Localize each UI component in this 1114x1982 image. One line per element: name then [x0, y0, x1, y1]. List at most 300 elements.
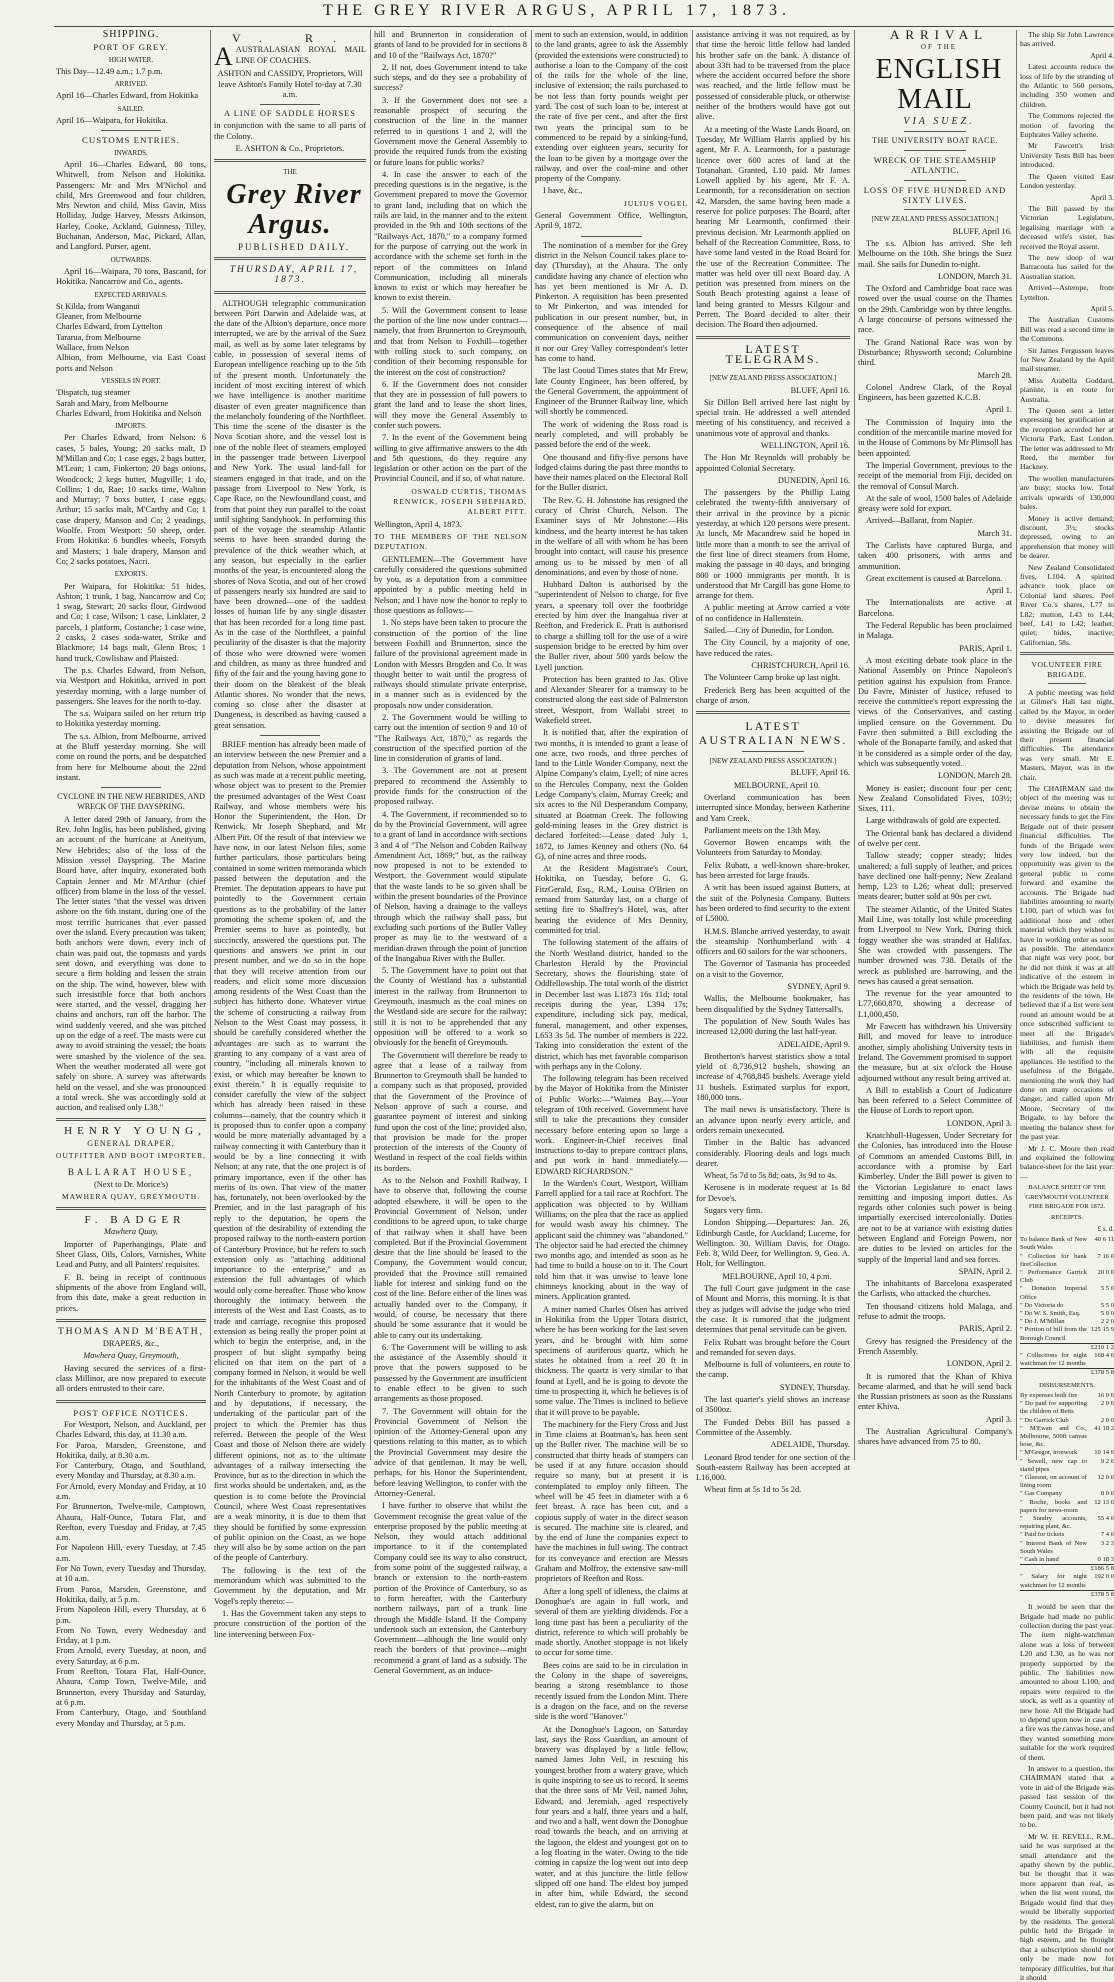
table-cell-amount: 12 13 0 [1094, 1498, 1114, 1506]
divider [1048, 683, 1086, 684]
table-row [1020, 1540, 1114, 1556]
para: Parliament meets on the 13th May. [704, 825, 821, 835]
para: The last Cooud Times states that Mr Frew, late County Engineer, has been offered, by the General Government, the appointment of Engineer of the Brunner Railway line, which will shortly be commenced. [535, 366, 688, 417]
table-cell-item: " Paid for tickets [1020, 1531, 1065, 1539]
para: Grevy has resigned the Presidency of the French Assembly. [858, 1336, 1012, 1356]
para: The City Council, by a majority of one, have reduced the rates. [696, 638, 850, 658]
paper-nameplate: Grey River Argus. [226, 178, 362, 240]
para: I have further to observe that whilst the Government recognise the great value of the enterprise proposed by the public meeting at Nelson, they would attach additional importance to it if the contemplated Company could see its way to also construct, from some point of the suggested railway, a branch or extension to the north-eastern portion of the Province of Canterbury, so as to form hereafter, with the Canterbury northern railways, part of a trunk line through the Middle Island. If the Company undertook such an extension, the Canterbury Government—although the line would only reach the borders of that province—might recommend a grant of land as a subsidy. The General Government, as an induce- [374, 1501, 527, 1676]
high-water-heading: HIGH WATER. [108, 55, 154, 64]
published-daily: PUBLISHED DAILY. [238, 241, 350, 252]
table-cell-item: " Salary for night watchman for 12 months [1020, 1573, 1087, 1589]
column-divider [1016, 30, 1017, 1460]
para: Arrived—Asterope, from Lyttelton. [1020, 283, 1114, 302]
para: 2. The Government would be willing to carry out the intention of section 9 and 10 of "The Railways Act, 1870," as regards the construction of the specified portion of the line in consideration of grants of land. [374, 713, 527, 764]
para: Hubbard Dalton is authorised by the "superintendent of Nelson to charge, for five years, a speenary toll over the footbridge erected by him over the Inangahua river at Reefton, and Frederick E. Pratt is authorised to charge a shilling toll for the use of a wire suspension bridge to be erected by him over the Buller river, about 500 yards below the Lyell junction. [535, 580, 688, 672]
table-cell-item: " Cash in hand [1020, 1556, 1059, 1564]
para: Great excitement is caused at Barcelona. [866, 573, 1003, 583]
para: Sugars very firm. [704, 1205, 763, 1215]
table-row [1020, 1352, 1114, 1369]
para: Latest accounts reduce the loss of life by the stranding of the Atlantic to 560 persons, including 350 women and children. [1020, 62, 1114, 109]
table-row [1020, 1253, 1114, 1269]
badger-ad-text: Importer of Paperhangings, Plate and Sheet Glass, Oils, Colors, Varnishes, White Lead and Putty, and all Painters' requisites. [56, 1239, 206, 1270]
column-3 [374, 30, 527, 1676]
para: The machinery for the Fiery Cross and Just in Time claims at Boatman's, has been sent up the Buller river. The machine will be so constructed that thirty heads of stampers can be used if at any future occasion should require so many, but at present it is contemplated to employ only fifteen. The wheel will be 45 feet in diameter with a 6 feet breast. A race has been cut, and a copious supply of water in the direct season is secured. The machine site is cleared, and by the end of June the companies expect to have the machines in full swing. The contract for its conveyance and erection are Messrs Graham and Molfroy, the extensive saw-mill proprietors of Reefton and Ross. [535, 1419, 688, 1584]
disbursements-table [1020, 1392, 1114, 1599]
table-cell-amount: 16 0 0 [1097, 1392, 1114, 1400]
para: Sailed.—City of Dunedin, for London. [704, 626, 835, 636]
para: Knatchbull-Hugessen, Under Secretary for the Colonies, has introduced into the House of Commons an amended Customs Bill, in accordance with a promise by Earl Kimberley. Under the Bill power is given to the Victorian Legislature to enact laws remitting and imposing import duties. As regards other colonies such power is being impartially exercised intercolonially. Duties are not to be at variance with existing duties between England and Foreign Powers, nor are duties to be levied on articles for the supply of the Imperial land and sea forces. [858, 1131, 1012, 1264]
dateline: March 31. [977, 528, 1012, 538]
divider [56, 1400, 206, 1403]
issue-date: THURSDAY, APRIL 17, 1873. [229, 264, 359, 286]
table-row [1020, 1515, 1114, 1531]
table-cell-item: " Do J. M'Millan [1020, 1318, 1065, 1326]
table-cell-amount: 168 4 0 [1094, 1352, 1114, 1359]
receipts-total: £210 1 2 [1087, 1343, 1114, 1352]
table-row [1020, 1326, 1114, 1343]
dateline: April 3. [985, 1414, 1012, 1424]
vr-mark: V. R. [231, 31, 357, 45]
table-row [1020, 1400, 1114, 1416]
table-row [1020, 1531, 1114, 1539]
para: The passengers by the Phillip Laing celebrated the twenty-fifth anniversary of their arrival in the province by a picnic yesterday, at which 120 persons were present. At lunch, Mr Macandrew said he hoped in little more than a month to see the arrival of the first line of direct steamers from Home, making the passage in 40 days, and bringing 800 or 1000 immigrants per month. It is understood that Mr Cargill has gone Home to arrange for them. [696, 488, 850, 601]
table-row [1020, 1392, 1114, 1400]
arrival-heading: ARRIVAL [889, 27, 989, 42]
para: Felix Rubatt was brought before the Court and remanded for seven days. [696, 1337, 850, 1357]
para: The steamer Atlantic, of the United States Mail Line, was totally lost while proceeding from Liverpool to New York. During thick foggy weather she was stranded at Halifax. She was crowded with passengers. The number drowned was 738. Details of the wreck as published are harrowing, and the news has caused a great sensation. [858, 904, 1012, 986]
grand-total-row [1020, 1369, 1114, 1378]
para: 2. If not, does Government intend to take such steps, and do they see a probability of success? [374, 62, 527, 93]
reply-heading: TO THE MEMBERS OF THE NELSON DEPUTATION. [374, 531, 527, 552]
para: The revenue for the year amounted to L77,660,870, showing a decrease of L1,000,450. [858, 989, 1012, 1019]
divider [214, 291, 366, 294]
para: assistance arriving it was not required, as by that time the heroic little fellow had landed his brother safe on the bank. A distance of about 33ft had to be traversed from the place where the accident occurred before the shore was reached, and the little fellow must be possessed of considerable pluck, or otherwise neither of the brothers would have got out alive. [696, 30, 850, 122]
para: The Volunteer Camp broke up last night. [704, 673, 841, 683]
table-row [1020, 1474, 1114, 1490]
receipts-table [1020, 1236, 1114, 1377]
receipts-heading: RECEIPTS. [1050, 1214, 1084, 1222]
imports-heading: IMPORTS. [115, 422, 147, 431]
para: 1. No steps have been taken to procure the construction of the portion of the line between Foxhill and Brunnerton, since the failure of the provisional agreement made in London with Messrs Brogden and Co. It was thought better to wait until the progress of railways should stimulate private enterprise, in a manner such as is evidenced by the proposals now under consideration. [374, 618, 527, 710]
dateline: DUNEDIN, April 16. [777, 475, 850, 485]
table-cell-amount: 5 5 0 [1100, 1285, 1114, 1293]
post-office-heading: POST OFFICE NOTICES. [73, 1407, 189, 1418]
disbursements-body [1020, 1392, 1114, 1565]
para: The ship Sir John Lawrence has arrived. [1020, 30, 1114, 49]
para: It would be seen that the Brigade had made no public collection during the past year. The item night-watchman alone was a loss of between L20 and L30, as he was not properly supported by the public. The liabilities now amounted to about L100, and repairs were required to the stock, as well as a quantity of new hose. All the Brigade had to depend upon now in case of a fire was the canvas hose, and they wanted something more suitable for the work required of them. [1020, 1602, 1114, 1762]
divider [904, 180, 966, 181]
press-assoc: [NEW ZEALAND PRESS ASSOCIATION.] [871, 215, 999, 224]
table-cell-amount: 12 0 0 [1097, 1474, 1114, 1482]
column-divider [531, 30, 532, 1460]
column-2 [214, 30, 366, 1639]
divider [904, 131, 966, 132]
vogel-signature: JULIUS VOGEL [623, 198, 688, 208]
para: The new sloop of war Barracouta has sailed for the Australian station. [1020, 252, 1114, 281]
thomas-ad-sub2: Mawhera Quay, Greymouth, [83, 1351, 179, 1361]
para: Leonard Brod tender for one section of the South-eastern Railway has been accepted at L16,000. [696, 1452, 850, 1483]
table-cell-item: " Collections for night watchman for 12 months [1020, 1352, 1087, 1368]
in-port-heading: VESSELS IN PORT. [101, 376, 161, 385]
table-cell-item: To balance Bank of New South Wales [1020, 1236, 1087, 1252]
divider [260, 104, 321, 105]
mawhera-quay: MAWHERA QUAY, GREYMOUTH. [62, 1191, 200, 1201]
divider [101, 787, 161, 788]
divider [904, 150, 966, 151]
table-cell-amount: 20 0 0 [1097, 1268, 1114, 1276]
disb-total: £186 5 8 [1087, 1565, 1114, 1574]
table-cell-amount: 2 0 0 [1100, 1400, 1114, 1408]
para: Arrived—Ballarat, from Napier. [866, 516, 974, 526]
para: A public meeting was held at Gilmer's Hall last night, called by the Mayor, in order to devise measures for assisting the Brigade out of their present financial difficulties. The attendance was very small. Mr E. Masters, Mayor, was in the chair. [1020, 688, 1114, 782]
para: The inhabitants of Barcelona exasperated the Carlists, who attacked the churches. [858, 1279, 1012, 1299]
dateline: SPAIN, April 2. [958, 1266, 1012, 1276]
dateline: April 3. [1090, 192, 1114, 202]
table-cell-item: " Performance Garrick Club [1020, 1268, 1087, 1285]
para: At the Resident Magistrate's Court, Hokitika, on Tuesday, before G. G. FitzGerald, Esq., R.M., Louisa O'Brien on remand from Saturday last, on a charge of setting fire to Shaffrey's Hotel, was, after hearing the evidence of Mrs Dennity, committed for trial. [535, 864, 688, 935]
exports-text: Per Waipara, for Hokitika: 51 hides, Ashton; 1 trunk, 1 bag, Nancarrow and Co; 1 swag, Stewart; 20 sacks flour, Girdwood and Co; 1 case, Wilson; 1 case, Linklater, 2 parcels, 1 platform, Costanche; 1 case wine, 2 casks, 2 cases soda-water, Strike and Blackmore; 14 bags malt, Glenn Bros; 1 hand truck, Cowlishaw and Plaisted. [56, 581, 206, 663]
table-cell-item: " Gas Company [1020, 1490, 1062, 1498]
dateline: ADELAIDE, Thursday. [770, 1440, 850, 1450]
masthead-date: APRIL 17, 1873. [606, 2, 792, 19]
para: A Bill to establish a Court of Judicature has been referred to a Select Committee of the House of Lords to report upon. [858, 1085, 1012, 1116]
para: The population of New South Wales has increased 12,000 during the last half-year. [696, 1016, 850, 1037]
table-cell-amount: 2 2 0 [1100, 1318, 1114, 1326]
table-row [1020, 1269, 1114, 1285]
waipara-note: The s.s. Waipara sailed on her return trip to Hokitika yesterday morning. [56, 709, 206, 729]
albion-note: The s.s. Albion, from Melbourne, arrived at the Bluff yesterday morning. She will come on round the ports, and be despatched from here for Melbourne about the 22nd instant. [56, 731, 206, 782]
thomas-ad-text: Having secured the services of a first-class Millinor, are now prepared to execute all orders entrusted to their care. [56, 1363, 206, 1394]
divider [260, 735, 321, 736]
badger-ad-sub: Mawhera Quay, [104, 1227, 158, 1237]
outwards-text: April 16—Waipara, 70 tons, Bascand, for Hokitika. Nancarrow and Co., agents. [56, 266, 206, 287]
column-divider [370, 30, 371, 1460]
table-cell-item: " Interest Bank of New South Wales [1020, 1539, 1087, 1555]
table-cell-item: " Donation Imperial Office [1020, 1285, 1087, 1301]
para: Overland communication has been interrupted since Monday, between Katherine and Yam Creek. [696, 793, 850, 823]
post-office-text: For Westport, Nelson, and Auckland, per Charles Edward, this day, at 11.30 a.m. For Paroa, Marsden, Greenstone, and Hokitika, daily, at 8.30 a.m. For Canterbury, Otago, and Southland, every Monday and Thursday, at 8.30 a.m. For Arnold, every Monday and Friday, at 10 a.m. For Brunnerton, Twelve-mile, Camptown, Ahaura, Half-Ounce, Totara Flat, and Reefton, every Tuesday and Friday, at 7.45 a.m. For Napoleon Hill, every Tuesday, at 7.45 a.m. For No Town, every Tuesday and Thursday, at 10 a.m. From Paroa, Marsden, Greenstone, and Hokitika, daily, at 5 p.m. From Napoleon Hill, every Thursday, at 6 p.m. From No Town, every Wednesday and Friday, at 1 p.m. From Arnold, every Tuesday, at noon, and every Saturday, at 6 p.m. From Reefton, Totara Flat, Half-Ounce, Ahaura, Camp Town, Twelve-Mile, and Brunnerton, every Thursday and Saturday, at 6 p.m. From Canterbury, Otago, and Southland every Monday and Thursday, at 5 p.m. [56, 1419, 206, 1728]
press-assoc: [NEW ZEALAND PRESS ASSOCIATION.] [709, 757, 837, 766]
para: A miner named Charles Olsen has arrived in Hokitika from the Upper Totara district, where he has been working for the last seven years, and he brought with him some specimens of auriferous quartz, which he states he obtained from a reef 20 ft in thickness. The quartz is very similar to that found at Lyell, and he is going to devote the time to prospecting it, which he believes is of some value. The Times is inclined to believe that it will prove to be payable. [535, 1304, 688, 1417]
table-cell-item: By expenses both fire [1020, 1392, 1078, 1400]
dateline: SYDNEY, Thursday. [779, 1382, 850, 1392]
para: The mail news is unsatisfactory. There is an advance upon nearly every article, and orders remain unexecuted. [696, 1105, 850, 1135]
table-cell-item: " M'Ewan and Co., Melbourne, 500ft canvas hose, &c. [1020, 1424, 1087, 1449]
para: Colonel Andrew Clark, of the Royal Engineers, has been gazetted K.C.B. [858, 382, 1012, 403]
dateline: LONDON, April 2. [946, 1359, 1012, 1369]
table-row [1020, 1556, 1114, 1565]
saddle-text: in conjunction with the same to all parts of the Colony. [214, 121, 366, 141]
table-row [1020, 1318, 1114, 1326]
table-row [1020, 1573, 1114, 1590]
para: Bees coins are said to be in circulation in the Colony in the shape of sovereigns, bearing a strong resemblance to those recently issued from the London Mint. There is a dragon on the face, and on the reverse side is the word "Hanover." [535, 1660, 688, 1722]
table-row [1020, 1499, 1114, 1515]
disb-grand-row [1020, 1590, 1114, 1599]
sailed-text: April 16—Waipara, for Hokitika. [56, 116, 168, 126]
divider [56, 1118, 206, 1121]
para: The Internationalists are active at Barcelona. [858, 598, 1012, 618]
leader-para-4: 1. Has the Government taken any steps to procure construction of the portion of the line intervening between Fox- [214, 1608, 366, 1639]
divider [904, 209, 966, 210]
para: The Governor of Tasmania has proceeded on a visit to the Governor. [696, 959, 850, 979]
para: H.M.S. Blanche arrived yesterday, to await the steamship Northumberland with 4 officers and 60 sailors for the war schooners. [696, 926, 850, 957]
para: The Bill passed by the Victorian Legislature, legalising marriage with a deceased wife's sister, has received the Royal assent. [1020, 203, 1114, 251]
fire-brigade-heading: VOLUNTEER FIRE BRIGADE. [1031, 660, 1103, 679]
para: It is notified that, after the expiration of two months, it is intended to grant a lease of one acre, two roods, and three perches of land to the Little Wonder Company, next the Alpine Company's claim, Lyell; of nine acres to the Hercules Company, next the Golden Ledge Company's claim, Murray Creek; and six acres to the Nil Desperandum Company, situated at Boatman Creek. The following gold-mining leases in the Grey district is declared forfeited:—Lease dated July 1, 1872, to James Kenney and others (No. 64 G), of nine acres and three roods. [535, 728, 688, 861]
table-cell-amount: 40 6 11 [1094, 1236, 1114, 1244]
table-cell-amount: 9 2 6 [1100, 1457, 1114, 1465]
table-cell-amount: 2 0 0 [1100, 1416, 1114, 1424]
leader-para-1: ALTHOUGH telegraphic communication between Port Darwin and Adelaide was, at the date of the Albion's departure, once more interrupted, we are by the arrival of the Suez mail, as well as by some later telegrams by cable, in possession of several items of European intelligence reaching up to the 5th of the present month. Unfortunately the incident of most exciting interest of which we have intelligence is another maritime disaster of even greater magnificence than the melancholy foundering of the Northfleet. This time the scene of the disaster is the Nova Scotian shore, and the vessel lost is one of the noble fleet of steamers employed in the passenger trade between Liverpool and New York. The usual land-fall for steamers engaged in that trade, and on the passage from Liverpool to New York, is Cape Race, on the Newfoundland coast, and from that point they run parallel to the coast until sighting Sandyhook. In performing this part of the voyage the steamship Atlantic seems to have been stranded during the prevalence of the thick weather which, at any season, but especially in the earlier months of the year, is encountered along the shores of Nova Scotia, and out of her crowd of passengers nearly six hundred are said to have been drowned—one of the saddest losses of human life by any single disaster that has been recorded for a long time past. As in the case of the Northfleet, a painful peculiarity of the disaster is that the majority of those who were drowned were women and children, as many as three hundred and fifty of the fair and the young having gone to their doom on the bleakest of the bleak Atlantic shores. No wonder that the news, coming so close after the disaster at Dungeness, is described as having caused a great sensation. [214, 298, 366, 730]
para: The Oxford and Cambridge boat race was rowed over the usual course on the Thames on the 29th. Cambridge won by three lengths. A large concourse of persons witnessed the race. [858, 284, 1012, 335]
receipts-body [1020, 1236, 1114, 1343]
table-cell-item: " Sundry accounts, repairing plant, &c. [1020, 1515, 1087, 1531]
saddle-sign: E. ASHTON & Co., Proprietors. [235, 144, 345, 154]
para: The Australian Customs Bill was read a second time in the Commons. [1020, 315, 1114, 344]
para: Felix Rubatt, a well-known share-broker, has been arrested for large frauds. [696, 860, 850, 881]
disb-grand-total: £378 5 8 [1087, 1590, 1114, 1599]
table-row [1020, 1458, 1114, 1474]
table-cell-amount: 7 4 6 [1100, 1531, 1114, 1539]
subhead-loss: LOSS OF FIVE HUNDRED AND SIXTY LIVES. [863, 184, 1007, 206]
badger-ad-text2: F. B. being in receipt of continuous shipments of the above from England will, from this date, make a great reduction in prices. [56, 1272, 206, 1313]
inwards-text: April 16—Charles Edward, 80 tons, Whitwell, from Nelson and Hokitika. Passengers: Mr and Mrs M'Nichol and child, Mrs Greenwood and four children, Mrs Newton and child, Miss Gavin, Miss Holliday, Judge Harvey, Messrs Atkinson, Harley, Cooke, Ackland, Guinness, Tilley, Buchanan, Anderson, Mac, Pickard, Allan, and Langford. Purser, agent. [56, 159, 206, 252]
charles-edward-note: The p.s. Charles Edward, from Nelson, via Westport and Hokitika, arrived in port yesterday morning, with a large number of passengers. She leaves for the north to-day. [56, 665, 206, 706]
para: Melbourne is full of volunteers, en route to the camp. [696, 1360, 850, 1380]
para: Tallow steady; copper steady; hides unaltered; a full supply of leather, and prices have declined one half-penny; New Zealand hemp, L23 to L26; wheat dull; preserved meats dearer; butter sold at 90s per cwt. [858, 851, 1012, 902]
dateline: BLUFF, April 16. [790, 768, 850, 778]
divider [696, 336, 850, 339]
divider [742, 751, 804, 752]
para: hill and Brunnerton in consideration of grants of land to be provided for in sections 8 and 10 of the "Railways Act, 1870?" [374, 30, 527, 60]
para: After a long spell of idleness, the claims at Donoghue's are again in full work, and several of them are yielding dividends. For a long time past has been a peculiarity of the district, reference to which will probably be made shortly. Another stoppage is not likely to occur for some time. [535, 1586, 688, 1658]
badger-ad-title: F. BADGER [84, 1214, 186, 1227]
para: Mr Fawcett has withdrawn his University Bill, and moved for leave to introduce another, simply abolishing University tests in Ireland. The Government promised to support the measure, but at six o'clock the House adjourned without any result being arrived at. [858, 1022, 1012, 1083]
para: Money is easier; discount four per cent; New Zealand Consolidated Fives, 103½; Sixes, 111. [858, 783, 1012, 814]
para: In the Warden's Court, Westport, William Farrell applied for a tail race at Rochfort. The application was objected to by William Williams, on the plea that the race as applied for would wash away his chimney. The applicant said the chimney was "abandoned." The objector said he had erected the chimney two months ago, and intended as soon as he had time to build a house on to it. The Court told him that it was unwise to leave lone chimneys knocking about in the way of miners. Application granted. [535, 1179, 688, 1302]
para: The Federal Republic has been proclaimed in Malaga. [858, 621, 1012, 641]
para: 6. The Government will be willing to ask the assistance of the Assembly should it prove that the powers supposed to be possessed by the Government are insufficient to enable effect to be given to such arrangements as those proposed. [374, 1342, 527, 1404]
port-heading: PORT OF GREY. [93, 42, 169, 53]
para: The Rev. G. H. Johnstone has resigned the curacy of Christ Church, Nelson. The Examiner says of Mr Johnstone:—His kindness, and the hearty interest he has taken in the welfare of all with whom he has been brought into contact, will cause his presence among us to be missed by men of all denominations, and even by those of none. [535, 495, 688, 577]
young-ad-sub: GENERAL DRAPER, [87, 1138, 175, 1148]
disb-total-row [1020, 1565, 1114, 1574]
lsd-header: £ s. d. [1097, 1225, 1114, 1233]
para: Governor Bowen encamps with the Volunteers from Saturday to Monday. [696, 838, 850, 858]
exports-heading: EXPORTS. [114, 570, 148, 579]
saddle-title: A LINE OF SADDLE HORSES [224, 109, 356, 119]
via-suez: VIA SUEZ. [903, 115, 975, 127]
dateline: MELBOURNE, April 10, 4 p.m. [722, 1271, 832, 1281]
column-1 [56, 29, 206, 1728]
column-divider [210, 30, 211, 1460]
para: In answer to a question, the CHAIRMAN stated that a vote in aid of the Brigade was passed last session of the County Council, but it had not been paid, and was not likely to be. [1020, 1764, 1114, 1830]
arrived-text: April 16—Charles Edward, from Hokitika [56, 91, 199, 101]
table-row [1020, 1302, 1114, 1310]
divider [696, 711, 850, 714]
para: The Funded Debts Bill has passed a Committee of the Assembly. [696, 1417, 850, 1437]
para: I have, &c., [543, 186, 583, 196]
table-cell-item: " Do Garrick Club [1020, 1416, 1069, 1424]
imports-text: Per Charles Edward, from Nelson: 6 cases, 5 bales, Young; 20 sacks malt, D M'Millan and Co; 1 case eggs, 2 bags butter, M'Lean; 1 cam, Finkerton; 20 bags onions, Woodcock; 2 kegs butter, Mugville; 1 do, Collins; 1 do, Rae; 10 sacks time, Walton and Murray; 7 boxs butter, 1 case eggs, Arthur; 15 sacks malt, M'Carthy and Co; 1 case drapery, Manson and Co; 2 yeadings, Woolfe. From Westport: 50 sheep, order. From Hokitika: 6 bundles wheels, Forsyth and Masters; 1 bale drapery, Manson and Co; 2 sacks potatoes, Nacri. [56, 433, 206, 566]
para: The nomination of a member for the Grey district in the Nelson Council takes place to-day (Thursday), at the Ahaura. The only candidate having any chance of election who has yet been mentioned is Mr A. D. Pinkerton. A requisition has been presented to Mr Pinkerton, and was intended for publication in our present number, but, in consequence of the absence of mail communication on convenient days, neither it nor our Grey Valley correspondent's letter has come to hand. [535, 240, 688, 363]
subhead-atlantic: WRECK OF THE STEAMSHIP ATLANTIC. [873, 155, 997, 176]
expected-heading: EXPECTED ARRIVALS. [94, 290, 168, 299]
drop-cap: A [214, 42, 233, 72]
para: 3. The Government are not at present prepared to recommend the Assembly to provide funds for the construction of the proposed railway. [374, 766, 527, 807]
table-cell-amount: 192 0 0 [1094, 1573, 1114, 1581]
column-5 [696, 30, 850, 1495]
para: 7. In the event of the Government being willing to give affirmative answers to the 4th and 5th questions, do they require any legislation or other action on the part of the Provincial Council, and if so, of what nature. [374, 433, 527, 484]
masthead [0, 2, 1114, 24]
shipping-heading: SHIPPING. [102, 29, 160, 40]
table-row [1020, 1490, 1114, 1498]
table-cell-amount: 41 18 2 [1094, 1424, 1114, 1432]
leader-para-3: The following is the text of the memorandum which was submitted to the Government by the deputation, and Mr Vogel's reply thereto:— [214, 1565, 366, 1606]
of-the: OF THE [920, 43, 958, 52]
para: Large withdrawals of gold are expected. [866, 816, 1001, 826]
disbursements-heading: DISBURSEMENTS. [1039, 1381, 1095, 1389]
table-row [1020, 1310, 1114, 1318]
signatories-date: Wellington, April 4, 1873. [374, 519, 462, 529]
para: The Hon Mr Reynolds will probably be appointed Colonial Secretary. [696, 453, 850, 473]
table-row [1020, 1285, 1114, 1301]
masthead-title: THE GREY RIVER ARGUS, [322, 2, 599, 19]
cyclone-heading: CYCLONE IN THE NEW HEBRIDES, AND WRECK OF THE DAYSPRING. [57, 792, 205, 812]
cyclone-text: A letter dated 29th of January, from the Rev. John Inglis, has been published, giving an account of the hurricane at Aneityum, New Hebrides; also of the loss of the Mission vessel Dayspring. The Marine Board have, after inquiry, exonerated both Captain Jenner and Mr M'Arthur (chief officer) from blame in the loss of the vessel. The letter states "that the vessel was driven ashore on the 6th instant, during one of the most terrific hurricanes that ever passed over the island. Every precaution was taken; both anchors were down, every inch of chain was paid out, the topmasts and yards sent down, and everything was done to secure a firm holding and lessen the strain on the ship. The wind, however, blew with such irresistible force that both anchors were started, and the vessel, dragging her chains and anchors, ran off the harbor. The wind suddenly veered, and she was pitched up on the edge of a reef. The masts were cut away to avoid straining the vessel; the boats were smashed by the violence of the sea. When the weather moderated all were got safely on shore. A survey was afterwards held on the vessel, and she was pronounced a total wreck. She was accordingly sold at auction, and realised only L38." [56, 814, 206, 1113]
receipts-total-row [1020, 1343, 1114, 1352]
table-cell-amount: 55 4 6 [1097, 1515, 1114, 1523]
australian-news-heading: LATEST AUSTRALIAN NEWS. [698, 719, 848, 748]
outwards-heading: OUTWARDS. [110, 255, 152, 264]
para: At the Donoghue's Lagoon, on Saturday last, says the Ross Guardian, an amount of bravery was displayed by a little fellow, named James John Veil, in rescuing his youngest brother from a watery grave, which is quite inspiring to see us to record. It seems that the three sons of Mr Veil, named John, Edward, and Jeremiah, aged respectively four years and a half, three years and a half, and two and a half, went down the Donoghue road towards the beach, and on arriving at the lagoon, the eldest and youngest got on to a log floating in the water. Owing to the tide coming in capsize the log went out into deep water, and at this juncture the little fellow slipped off one hand. The eldest boy jumped in after him, while Edward, the second eldest, ran to give the alarm, but on [535, 1724, 688, 1909]
para: ment to such an extension, would, in addition to the land grants, agree to ask the Assembly (provided the extensions were constructed) to authorise a loan to the Company of the cost of the rails for the whole of the line, inclusive of extension; the rails purchased to be not less than forty pounds weight per yard. The cost of such loan to be, interest at the rate of five per cent., and after the first two years the principal sum to be commenced to be repaid by a sinking-fund, extending over eighteen years, security for the loan to be given by a mortgage over the railway, and over the coal-mine and other property of the Company. [535, 30, 688, 184]
para: Sir James Fergusson leaves for New Zealand by the April mail steamer. [1020, 345, 1114, 374]
inwards-heading: INWARDS. [114, 148, 148, 157]
vogel-office: General Government Office, Wellington, April 9, 1872. [535, 211, 688, 231]
dateline: April 1. [985, 405, 1012, 415]
dateline: PARIS, April 2. [959, 1324, 1012, 1334]
para: The Commons rejected the motion of favoring the Euphrates Valley scheme. [1020, 111, 1114, 140]
para: The work of widening the Ross road is nearly completed, and will probably be passed before the end of the week. [535, 419, 688, 450]
press-assoc: [NEW ZEALAND PRESS ASSOCIATION.] [709, 374, 837, 383]
para: The Government will therefore be ready to agree that a lease of a railway from Brunnerton to Greymouth shall be handed to a company such as that proposed, provided that the Government of the Province of Nelson approve of such a course, and guarantee payment of interest and sinking fund upon the cost of the line; provided also, that provision be made for the proper protection of the interests of the County of Westland in respect of the coal fields within its borders. [374, 1050, 527, 1173]
sailed-heading: SAILED. [117, 104, 145, 113]
column-divider [854, 30, 855, 1460]
para: 5. The Government have to point out that the County of Westland has a substantial interest in the railway from Brunnerton to Greymouth, inasmuch as the coal mines on the Westland side are secure for the railway; still it is not to be apprehended that any opposition will be offered to a work so obviously for the benefit of Greymouth. [374, 966, 527, 1048]
para: Miss Arabella Goddard, pianiste, is en route for Australia. [1020, 375, 1114, 404]
grand-total: £378 5 8 [1087, 1369, 1114, 1378]
table-cell-amount: 8 0 0 [1100, 1490, 1114, 1498]
para: A most exciting debate took place in the National Assembly on Prince Napoleon's petition against his expulsion from France. Du Favre, Minister of Justice, refused to receive the committee's report expressing the views of the Conservatives, and casting implied censure on the Government. Du Favre then submitted a Bill excluding the whole of the Bonaparte family, and asked that it be considered as a simple order of the day, which was subsequently voted. [858, 655, 1012, 768]
dateline: CHRISTCHURCH, April 16. [751, 660, 850, 670]
dateline: April 4. [1090, 50, 1114, 60]
table-cell-amount: 7 16 0 [1097, 1252, 1114, 1260]
para: The following statement of the affairs of the North Westland district, handed to the Charleston Herald by the Provincial Secretary, shows the flourishing state of Oddfellowship. The total worth of the district in December last was L1873 16s 11d; total receipts during the year, L394 17s; expenditure, including sick pay, medical, funeral, management, and other expenses, L653 3s 5d. The number of members is 222. Taking into consideration the extent of the district, which has met favorable comparison with perhaps any in the Colony. [535, 938, 688, 1071]
subhead-boat-race: THE UNIVERSITY BOAT RACE. [872, 135, 998, 145]
dateline: ADELAIDE, April 9. [777, 1039, 850, 1049]
ballarat-sub: (Next to Dr. Morice's) [93, 1179, 169, 1189]
ballarat-house: BALLARAT HOUSE, [67, 1167, 195, 1178]
dateline: LONDON, March 31. [938, 271, 1012, 281]
para: Wallis, the Melbourne bookmaker, has been disqualified by the Sydney Tattersall's. [696, 994, 850, 1014]
para: Kerosene is in moderate request at 1s 8d for Devoe's. [696, 1183, 850, 1203]
high-water-text: This Day—12.49 a.m.; 1.7 p.m. [56, 66, 163, 76]
para: Timber in the Baltic has advanced considerably. Flooring deals and logs much dearer. [696, 1138, 850, 1168]
para: It is rumored that the Khan of Khiva became alarmed, and that he will send back the Russian prisoners as soon as the Russians enter Khiva. [858, 1371, 1012, 1412]
dateline: April 1. [985, 586, 1012, 596]
para: Mr W. H. REVELL, R.M., said he was surprised at the small attendance and the apathy shown by the public, but he thought that it was more apparent than real, as when the list went round, the Brigade would find that they would be liberally supported by the residents. The general public held the Brigade in high esteem, and he thought that a subscription should not only be made now for temporary difficulties, but that it should [1020, 1831, 1114, 1982]
telegrams-heading: LATEST TELEGRAMS. [725, 341, 821, 366]
para: The Queen sent a letter expressing her gratification at the reception accorded her at Victoria Park, East London. The letter was addressed to Mr Reed, the member for Hackney. [1020, 406, 1114, 472]
the-word: THE [283, 168, 297, 177]
para: Mr J. C. Moore then read and explained the following balance-sheet for the last year:— [1020, 1143, 1114, 1181]
thomas-ad-sub: DRAPERS, &c., [102, 1339, 160, 1349]
leader-para-2: BRIEF mention has already been made of an interview between the new Premier and a deputation from Nelson, whose appointment as such was made at a recent public meeting, whose object was to present to the Premier the presumed advantages of the West Coast Railway, and whose members were his Honor the Superintendent, the Hon. Dr Renwick, Mr Joseph Shephard, and Mr Albert Pitt. Of the result of that interview we have now, in our latest Nelson files, some further particulars, those particulars being contained in some written memoranda which passed between the deputation and the Premier. The deputation appears to have put pointedly to the Government certain questions as to the probability of the latter promoting the scheme spoken of, and the Premier seems to have as pointedly, but succinctly, answered the questions put. The questions and answers we print in our present number, and we do so in the hope that they will receive attention from our readers, and elicit some more discussion among residents of the West Coast than the subject has hitherto done. Whatever virtue the scheme of constructing a railway from Nelson to the West Coast may possess, it should be carefully considered whether the advantages are such as to warrant the granting to any company of a vast area of country, "including all minerals known to exist, or which may hereafter be known to exist therein." It is equally requisite to consider carefully the view of the subject which has already been raised in these columns—namely, that the country which it is proposed thus to confer upon a company would be more materially advantaged by a railway connecting it with Canterbury than it would be by a line connecting it with Nelson; at any rate, that the one project is of primary importance, even if the other has merits of its own. That view of the matter has, fortunately, not been overlooked by the Premier, and in the last paragraph of his reply to the deputation, he opens the question of the desirability of extending the proposed railway to the north-eastern portion of Canterbury Province, but he refers to such extension only as "attaching additional importance to the enterprise," and as extension the full advantages of which would only come hereafter. Those who know thoroughly the intimacy between the interests of the West and East Coasts, as to trade and carriage, recognise this proposed extension as being really the proper point at which to begin the enterprise, and, in the prospect of but slight sympathy being elicited on that item on the part of a company formed in Nelson, it would be well for the inhabitants of the West Coast and of North Canterbury to promote, by agitation and by deputations, if necessary, the undertaking of the particular part of the project to which the Premier has thus referred. Between the people of the West Coast and those of Nelson there are widely different opinions, not as to the ultimate advantages of a railway intersecting the Province, but as to the direction in which the first works should be undertaken, and, as the question is to come before the Provincial Council, where West Coast representatives are a weak minority, it is due to them that they should be fortified by some expression of public opinion on the Coast, as we hope they will also be by some action on the part of the people of Canterbury. [214, 740, 366, 1563]
table-cell-item: " Sewell, new cap to stand pipes [1020, 1457, 1087, 1473]
dateline: April 5. [1090, 303, 1114, 313]
para: 4. The Government, if recommended so to do by the Provincial Government, will agree to a grant of land in accordance with sections 3 and 4 of "The Nelson and Cobden Railway Amendment Act, 1869;" but, as the railway now proposed is not to be extended to Westport, the Government would stipulate that the waste lands to be so given shall be within the present boundaries of the Province of Nelson, having a drainage to the valleys through which the railway shall pass, but excluding such portions of the Buller Valley proper as may lie to the westward of a meridian drawn through the point of junction of the Inangahua River with the Buller. [374, 809, 527, 963]
young-ad-title: HENRY YOUNG, [64, 1125, 206, 1138]
table-cell-amount: 5 0 0 [1100, 1309, 1114, 1317]
young-ad-sub2: OUTFITTER AND BOOT IMPORTER, [56, 1150, 206, 1160]
divider [1020, 652, 1114, 655]
table-cell-amount: 5 5 0 [1100, 1301, 1114, 1309]
para: The Carlists have captured Burga, and taken 400 prisoners, with arms and ammunition. [858, 540, 1012, 571]
para: 5. Will the Government consent to lease the portion of the line now under contract—namely, that from Brunnerton to Greymouth, and that from Nelson to Foxhill—together with rolling stock to such company, on condition of their becoming responsible for the interest on the cost of construction? [374, 305, 527, 377]
expected-text: St Kilda, from Wanganui Gleaner, from Melbourne Charles Edward, from Lyttelton Tararua, from Melbourne Wallace, from Nelson Albion, from Melbourne, via East Coast ports and Nelson [56, 301, 206, 373]
para: Money is active demand; discount, 3½; stocks depressed, owing to an apprehension that money will be dearer. [1020, 513, 1114, 561]
para: Sir Dillon Bell arrived here last night by special train. He addressed a well attended meeting of his constituency, and received a unanimous vote of approval and thanks. [696, 397, 850, 438]
para: 6. If the Government does not consider that they are in possession of full powers to grant the land and to lease the short lines, will they move the General Assembly to confer such powers. [374, 379, 527, 430]
para: Protection has been granted to Jas. Olive and Alexander Shearer for a tramway to be constructed along the east side of Palmerston street, Westport, from Wallabi street to Wakefield street. [535, 674, 688, 725]
table-cell-item: " Do Victoria do [1020, 1301, 1064, 1309]
in-port-text: 'Dispatch, tug steamer Sarah and Mary, from Melbourne Charles Edward, from Hokitika and Nelson [56, 388, 202, 418]
para: London Shipping.—Departures: Jan. 26, Edinburgh Castle, for Auckland; Lucerne, for Wellington. 30, William Davis, for Otago. Feb. 8, Wild Deer, for Wellington. 9, Geo. A. Holt, for Wellington. [696, 1218, 850, 1269]
arrived-heading: ARRIVED. [114, 80, 148, 89]
balance-sheet-title: BALANCE SHEET OF THE GREYMOUTH VOLUNTEER FIRE BRIGADE FOR 1872. [1025, 1184, 1109, 1210]
para: At the sale of wool, 1500 bales of Adelaide greasy were sold for export. [858, 493, 1012, 514]
table-cell-amount: 10 14 6 [1094, 1449, 1114, 1457]
table-cell-amount: 125 15 9 [1090, 1326, 1114, 1334]
english-mail-heading: ENGLISH MAIL [875, 53, 1003, 115]
para: The full Court gave judgment in the case of Mount and Morris, this morning. It is that they as judges will advise the judge who tried the case. It is rumored that the judgment determines that penal servitude can be given. [696, 1284, 850, 1335]
table-cell-item: " Gleeson, on account of lining room [1020, 1474, 1087, 1490]
table-cell-item: " Collection for bank fireCollection [1020, 1252, 1087, 1268]
para: Brotherton's harvest statistics show a total yield of 8,736,912 bushels, showing an increase of 4,768,845 bushels. Average yield 11 bushels. Estimated surplus for export, 180,000 tons. [696, 1051, 850, 1103]
table-row [1020, 1417, 1114, 1425]
column-6 [858, 27, 1013, 1460]
para: Wheat, 5s 7d to 5s 8d; oats, 3s 9d to 4s. [704, 1171, 837, 1181]
coach-text: ASHTON and CASSIDY, Proprietors, Will leave Ashton's Family Hotel to-day at 7.30 a.m. [217, 69, 363, 99]
para: The Imperial Government, previous to the receipt of the memorial from Fiji, decided on the removal of Consul March. [858, 460, 1012, 491]
para: The Commission of Inquiry into the condition of the mercantile marine moved for in the House of Commons by Mr Plimsoll has been appointed. [858, 417, 1013, 458]
dateline: PARIS, April 1. [959, 643, 1012, 653]
dateline: MELBOURNE, April 10. [733, 780, 821, 790]
dateline: LONDON, April 3. [946, 1118, 1012, 1128]
divider [56, 1319, 206, 1322]
table-cell-amount: 3 2 3 [1100, 1539, 1114, 1547]
coach-title: AUSTRALASIAN ROYAL MAIL LINE OF COACHES. [235, 45, 366, 65]
divider [742, 368, 804, 369]
table-cell-amount: 0 18 3 [1097, 1556, 1114, 1564]
customs-heading: CUSTOMS ENTRIES. [82, 135, 180, 146]
para: At a meeting of the Waste Lands Board, on Tuesday, Mr William Harris applied by his agent, Mr F. A. Learmonth, for a pasturage licence over 600 acres of land at the Totanahan. Granted, L10 paid. Mr James Lowell applied by his agent, Mr F. A. Learmonth, for a reconsideration on section 42, Marsden, the same having been made a reserve for police purposes. The Board, after hearing Mr Learmonth, confirmed their previous decision. Mr Learmonth applied on behalf of the Recreation Committee, Ross, to have some land vested in the Road Board for the use of the Recreation Committee. The matter was held over till next Board day. A petition was presented from miners on the South Beach protesting against a lease of land being granted to Messrs Kilgour and Perrett. The Board decided to alter their decision. The Board then adjourned. [696, 124, 850, 330]
para: Mr Fawcett's Irish University Tests Bill has been introduced. [1020, 141, 1114, 170]
para: Wheat firm at 5s 1d to 5s 2d. [704, 1485, 802, 1495]
divider [56, 1207, 206, 1210]
